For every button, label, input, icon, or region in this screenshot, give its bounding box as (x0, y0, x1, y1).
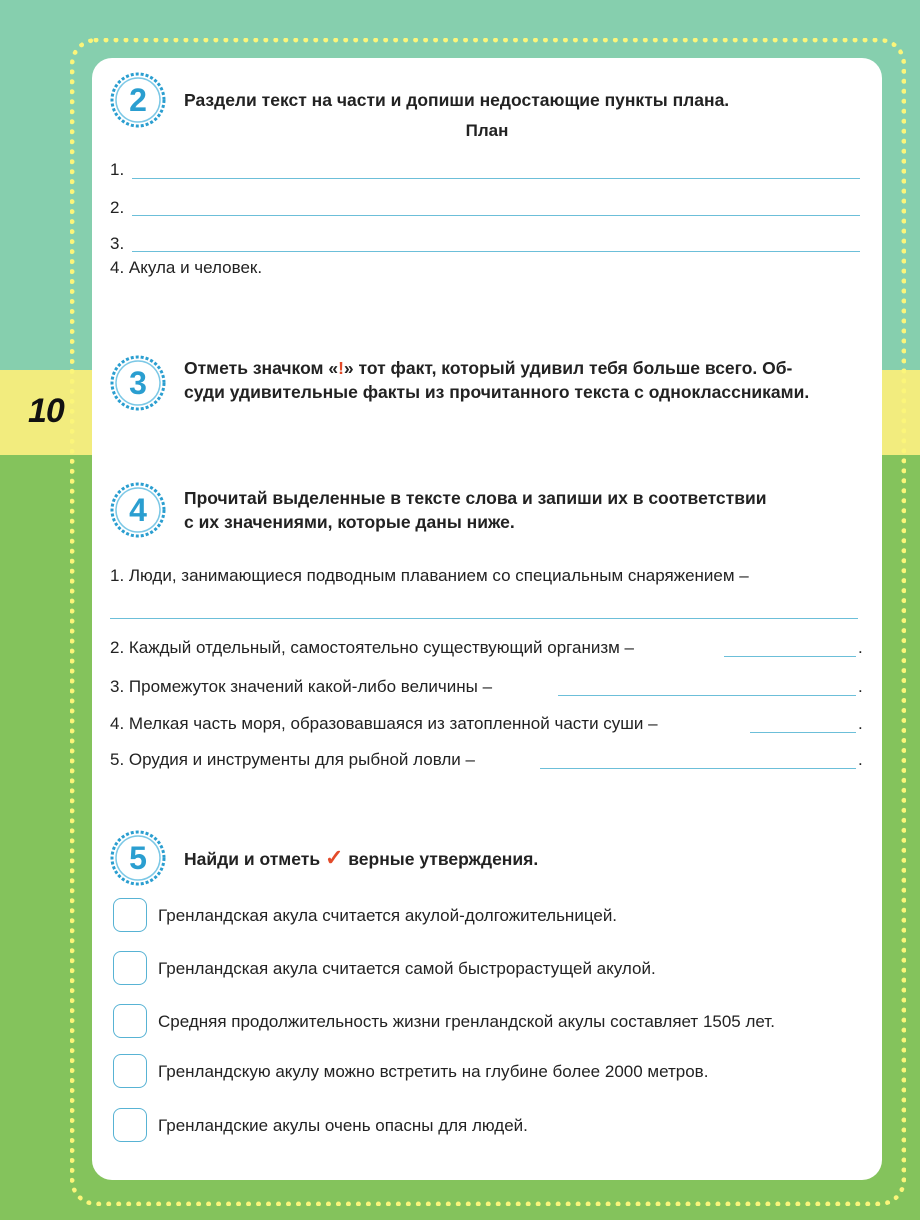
statement-1-checkbox[interactable] (113, 898, 147, 932)
page-number: 10 (28, 392, 64, 430)
statement-1-text: Гренландская акула считается акулой-долгожительницей. (158, 906, 618, 925)
task-4-answer-3-dot: . (858, 677, 863, 696)
task-5-heading-part2: верные утверждения. (348, 849, 539, 869)
task-4-heading (184, 486, 874, 534)
task-4-badge (108, 480, 168, 540)
task-4-question-3: 3. Промежуток значений какой-либо величины – (110, 677, 493, 696)
statement-5-text: Гренландские акулы очень опасны для людей. (158, 1116, 528, 1135)
plan-item-2-line[interactable] (132, 215, 860, 216)
statement-2-text: Гренландская акула считается самой быстрорастущей акулой. (158, 959, 656, 978)
task-3-heading-part1: Отметь значком « (184, 358, 339, 378)
task-4-answer-5-dot: . (858, 750, 863, 769)
task-3-number: 3 (129, 365, 147, 401)
task-4-answer-4-line[interactable] (750, 732, 856, 733)
task-4-number: 4 (129, 492, 147, 528)
statement-2-checkbox[interactable] (113, 951, 147, 985)
statement-3-checkbox[interactable] (113, 1004, 147, 1038)
task-5-badge (108, 828, 168, 888)
task-2-number: 2 (129, 82, 147, 118)
task-4-answer-3-line[interactable] (558, 695, 856, 696)
task-5-number: 5 (129, 840, 147, 876)
task-4-answer-4-dot: . (858, 714, 863, 733)
task-4-answer-1-line[interactable] (110, 618, 858, 619)
plan-item-3-line[interactable] (132, 251, 860, 252)
plan-item-4: 4. Акула и человек. (110, 258, 263, 277)
task-5-heading (184, 846, 538, 871)
plan-item-2-label: 2. (110, 198, 125, 217)
plan-item-1-label: 1. (110, 160, 125, 179)
task-3-heading (184, 356, 874, 404)
task-4-heading-line2: с их значениями, которые даны ниже. (184, 512, 515, 532)
task-4-question-5: 5. Орудия и инструменты для рыбной ловли – (110, 750, 475, 769)
task-4-question-2: 2. Каждый отдельный, самостоятельно существующий организм – (110, 638, 634, 657)
task-4-answer-2-dot: . (858, 638, 863, 657)
task-3-heading-part2: » тот факт, который удивил тебя больше всего. Об- (343, 358, 793, 378)
statement-4-text: Гренландскую акулу можно встретить на глубине более 2000 метров. (158, 1062, 709, 1081)
task-4-question-4: 4. Мелкая часть моря, образовавшаяся из затопленной части суши – (110, 714, 658, 733)
task-4-answer-2-line[interactable] (724, 656, 856, 657)
task-4-answer-5-line[interactable] (540, 768, 856, 769)
plan-title: План (465, 121, 509, 140)
task-4-heading-line1: Прочитай выделенные в тексте слова и запиши их в соответствии (184, 488, 767, 508)
task-3-heading-line2: суди удивительные факты из прочитанного текста с одноклассниками. (184, 382, 810, 402)
plan-item-1-line[interactable] (132, 178, 860, 179)
checkmark-icon: ✓ (324, 845, 344, 870)
plan-item-3-label: 3. (110, 234, 125, 253)
task-3-badge (108, 353, 168, 413)
exclamation-mark-icon: ! (338, 358, 344, 378)
statement-3-text: Средняя продолжительность жизни гренландской акулы составляет 1505 лет. (158, 1012, 775, 1031)
statement-4-checkbox[interactable] (113, 1054, 147, 1088)
task-2-heading: Раздели текст на части и допиши недостающие пункты плана. (184, 90, 730, 110)
statement-5-checkbox[interactable] (113, 1108, 147, 1142)
task-5-heading-part1: Найди и отметь (184, 849, 321, 869)
task-4-question-1: 1. Люди, занимающиеся подводным плаванием со специальным снаряжением – (110, 566, 749, 585)
